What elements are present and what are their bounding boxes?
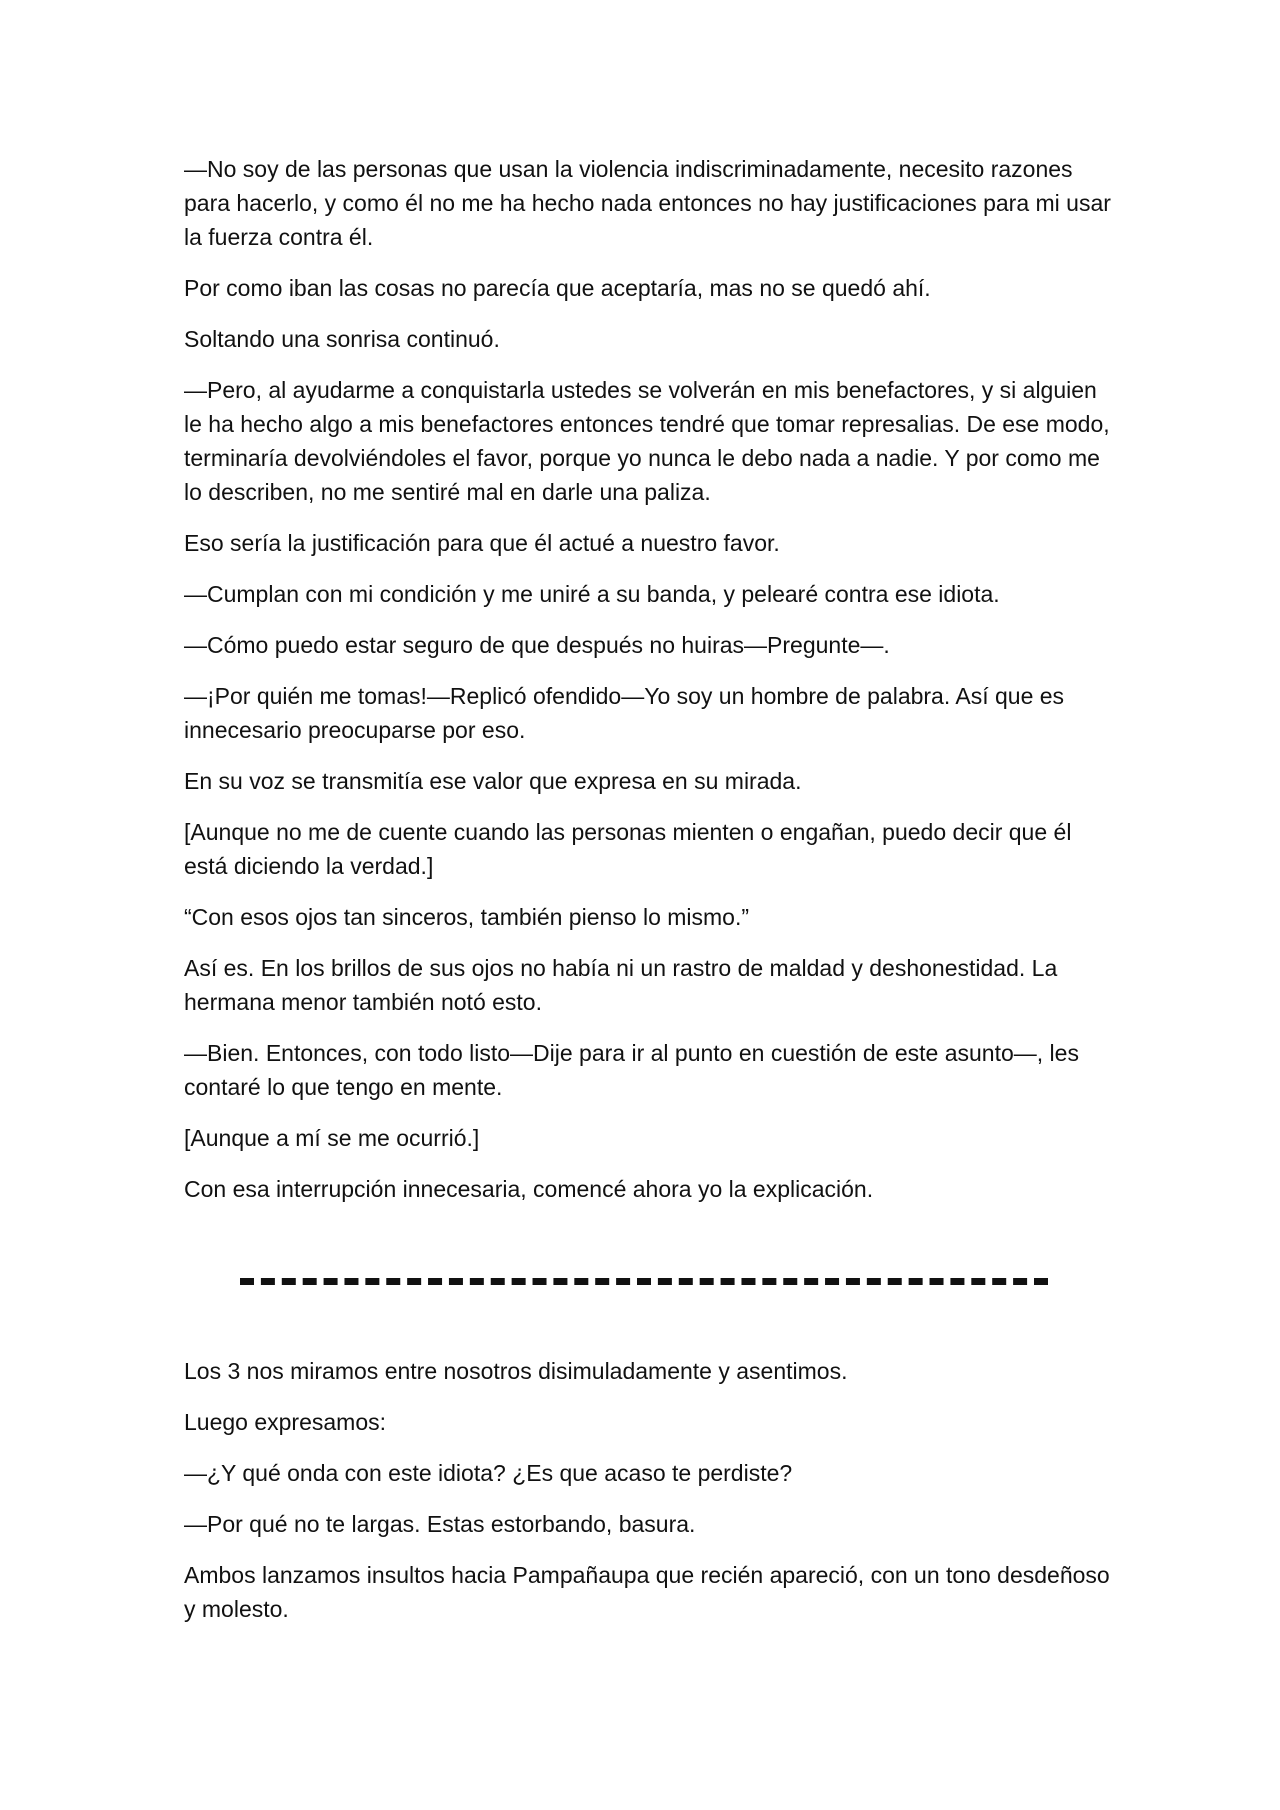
paragraph: —Cómo puedo estar seguro de que después no huiras—Pregunte—. [184, 632, 890, 658]
paragraph: Soltando una sonrisa continuó. [184, 326, 500, 352]
paragraph: Con esa interrupción innecesaria, comencé ahora yo la explicación. [184, 1176, 874, 1202]
paragraph: Los 3 nos miramos entre nosotros disimuladamente y asentimos. [184, 1358, 848, 1384]
paragraph: —Pero, al ayudarme a conquistarla ustedes se volverán en mis benefactores, y si alguien le ha hecho algo a mis benefactores entonces tendré que tomar represalias. De ese modo, terminaría devolviéndoles el favor, porque yo nunca le debo nada a nadie. Y por como me lo describen, no me sentiré mal en darle una paliza. [184, 377, 1110, 505]
paragraph: —Cumplan con mi condición y me uniré a su banda, y pelearé contra ese idiota. [184, 581, 1000, 607]
paragraph: —Bien. Entonces, con todo listo—Dije para ir al punto en cuestión de este asunto—, les contaré lo que tengo en mente. [184, 1040, 1079, 1100]
text-section-after-break [184, 1354, 1114, 1643]
paragraph: —¡Por quién me tomas!—Replicó ofendido—Yo soy un hombre de palabra. Así que es innecesario preocuparse por eso. [184, 683, 1065, 743]
text-section-before-break [184, 152, 1114, 1223]
paragraph: Luego expresamos: [184, 1409, 387, 1435]
paragraph: Eso sería la justificación para que él actué a nuestro favor. [184, 530, 780, 556]
paragraph: Así es. En los brillos de sus ojos no había ni un rastro de maldad y deshonestidad. La hermana menor también notó esto. [184, 955, 1058, 1015]
paragraph: Ambos lanzamos insultos hacia Pampañaupa que recién apareció, con un tono desdeñoso y molesto. [184, 1562, 1110, 1622]
paragraph: —Por qué no te largas. Estas estorbando, basura. [184, 1511, 696, 1537]
paragraph: —No soy de las personas que usan la violencia indiscriminadamente, necesito razones para hacerlo, y como él no me ha hecho nada entonces no hay justificaciones para mi usar la fuerza contra él. [184, 156, 1111, 250]
paragraph: —¿Y qué onda con este idiota? ¿Es que acaso te perdiste? [184, 1460, 793, 1486]
paragraph: [Aunque no me de cuente cuando las personas mienten o engañan, puedo decir que él está diciendo la verdad.] [184, 819, 1072, 879]
paragraph: “Con esos ojos tan sinceros, también pienso lo mismo.” [184, 904, 750, 930]
paragraph: [Aunque a mí se me ocurrió.] [184, 1125, 480, 1151]
paragraph: Por como iban las cosas no parecía que aceptaría, mas no se quedó ahí. [184, 275, 931, 301]
scene-break-separator [240, 1278, 1048, 1285]
paragraph: En su voz se transmitía ese valor que expresa en su mirada. [184, 768, 802, 794]
